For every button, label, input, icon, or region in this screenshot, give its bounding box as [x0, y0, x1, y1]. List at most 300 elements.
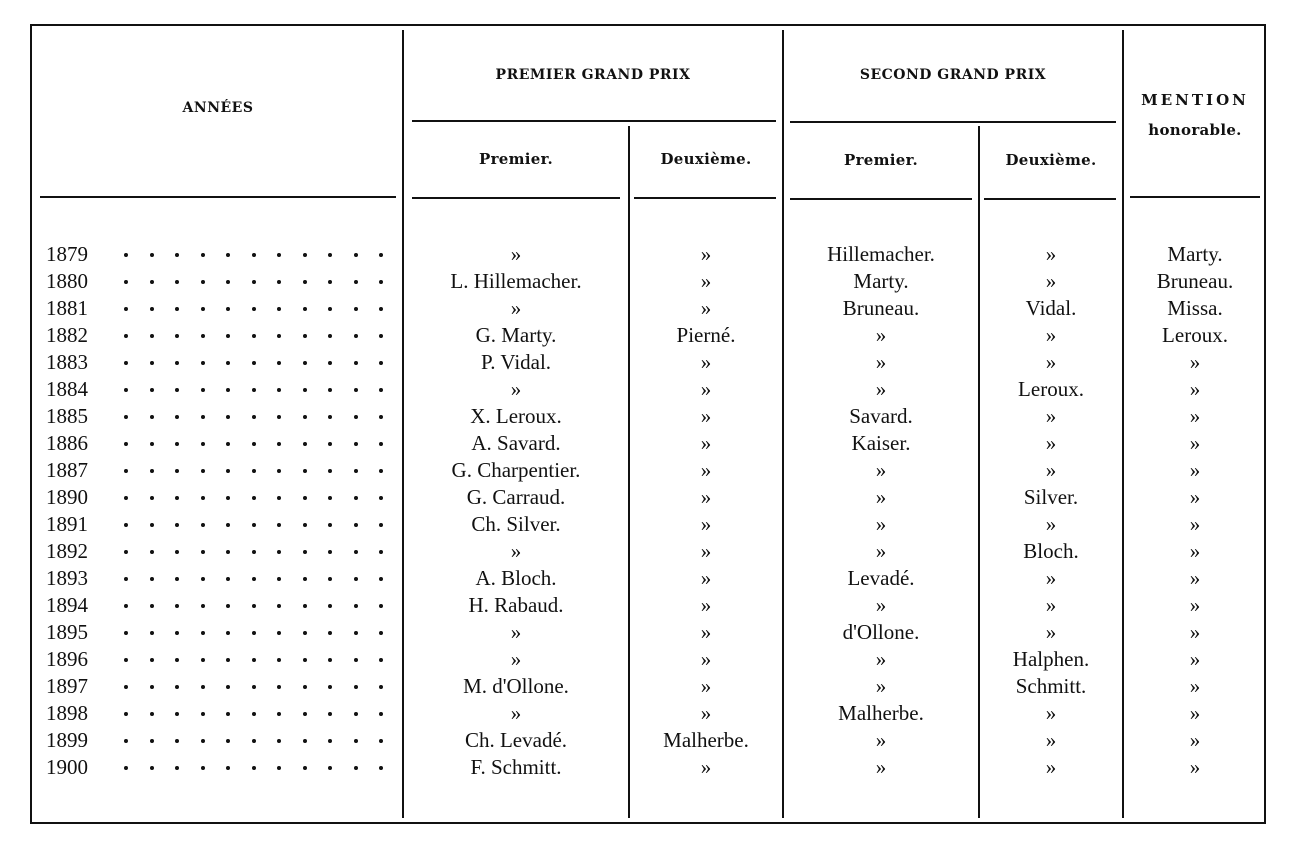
leader-dot: [379, 496, 383, 500]
leader-dot: [379, 577, 383, 581]
table-body: [0, 241, 1300, 781]
sgp-deuxieme-cell: »: [1045, 701, 1057, 725]
leader-dot: [226, 712, 230, 716]
pgp-deuxieme-cell: »: [700, 377, 712, 401]
leader-dot: [328, 766, 332, 770]
leader-dot: [201, 550, 205, 554]
year-cell: 1879: [46, 242, 88, 266]
leader-dot: [150, 577, 154, 581]
leader-dot: [354, 388, 358, 392]
leader-dot: [303, 685, 307, 689]
leader-dot: [201, 469, 205, 473]
sgp-premier-cell: »: [875, 728, 887, 752]
leader-dot: [226, 388, 230, 392]
leader-dot: [124, 685, 128, 689]
leader-dot: [303, 334, 307, 338]
leader-dot: [201, 685, 205, 689]
leader-dot: [252, 253, 256, 257]
leader-dot: [150, 253, 154, 257]
table-row: [0, 376, 1300, 403]
leader-dots: [114, 565, 399, 592]
leader-dot: [354, 334, 358, 338]
leader-dot: [201, 388, 205, 392]
leader-dot: [201, 334, 205, 338]
year-cell: 1881: [46, 296, 88, 320]
leader-dot: [201, 523, 205, 527]
leader-dot: [226, 307, 230, 311]
leader-dot: [150, 604, 154, 608]
leader-dot: [277, 577, 281, 581]
leader-dot: [277, 550, 281, 554]
leader-dot: [252, 280, 256, 284]
year-cell: 1898: [46, 701, 88, 725]
pgp-premier-cell: A. Bloch.: [475, 566, 557, 590]
leader-dot: [201, 415, 205, 419]
pgp-deuxieme-cell: »: [700, 242, 712, 266]
leader-dot: [252, 415, 256, 419]
leader-dot: [124, 253, 128, 257]
leader-dot: [328, 739, 332, 743]
pgp-premier-cell: »: [510, 242, 522, 266]
pgp-premier-cell: »: [510, 620, 522, 644]
leader-dot: [124, 307, 128, 311]
leader-dot: [277, 415, 281, 419]
table-row: [0, 403, 1300, 430]
leader-dot: [328, 334, 332, 338]
leader-dot: [277, 280, 281, 284]
sgp-deuxieme-cell: »: [1045, 269, 1057, 293]
leader-dot: [175, 577, 179, 581]
table-row: [0, 592, 1300, 619]
pgp-deuxieme-cell: »: [700, 755, 712, 779]
group-header-rule: [790, 121, 1116, 123]
leader-dot: [150, 739, 154, 743]
pgp-deuxieme-cell: »: [700, 458, 712, 482]
leader-dot: [252, 388, 256, 392]
leader-dot: [354, 523, 358, 527]
leader-dot: [277, 766, 281, 770]
table-row: [0, 511, 1300, 538]
leader-dot: [150, 631, 154, 635]
leader-dot: [150, 388, 154, 392]
year-cell: 1885: [46, 404, 88, 428]
leader-dot: [150, 685, 154, 689]
sgp-premier-cell: d'Ollone.: [842, 620, 920, 644]
leader-dots: [114, 673, 399, 700]
leader-dot: [201, 442, 205, 446]
leader-dot: [252, 577, 256, 581]
sgp-premier-cell: »: [875, 674, 887, 698]
pgp-premier-cell: X. Leroux.: [470, 404, 562, 428]
header-annees: ANNÉES: [182, 100, 254, 116]
leader-dots: [114, 592, 399, 619]
leader-dot: [277, 685, 281, 689]
leader-dot: [303, 388, 307, 392]
table-row: [0, 754, 1300, 781]
leader-dot: [175, 307, 179, 311]
leader-dot: [175, 766, 179, 770]
leader-dot: [150, 442, 154, 446]
mention-cell: »: [1189, 404, 1201, 428]
leader-dot: [252, 766, 256, 770]
pgp-deuxieme-cell: »: [700, 674, 712, 698]
leader-dot: [328, 685, 332, 689]
leader-dot: [303, 658, 307, 662]
leader-dot: [201, 280, 205, 284]
year-cell: 1886: [46, 431, 88, 455]
mention-cell: »: [1189, 728, 1201, 752]
leader-dot: [379, 739, 383, 743]
year-cell: 1895: [46, 620, 88, 644]
leader-dot: [328, 415, 332, 419]
mention-cell: »: [1189, 539, 1201, 563]
leader-dot: [150, 523, 154, 527]
leader-dots: [114, 754, 399, 781]
pgp-premier-cell: G. Marty.: [475, 323, 557, 347]
leader-dot: [201, 604, 205, 608]
mention-cell: »: [1189, 674, 1201, 698]
leader-dot: [379, 334, 383, 338]
pgp-premier-cell: »: [510, 539, 522, 563]
leader-dot: [354, 469, 358, 473]
table-row: [0, 646, 1300, 673]
subheader-sgp-deuxieme: Deuxième.: [1005, 151, 1097, 169]
pgp-premier-cell: »: [510, 296, 522, 320]
leader-dot: [175, 280, 179, 284]
leader-dot: [124, 766, 128, 770]
leader-dot: [379, 712, 383, 716]
sgp-deuxieme-cell: »: [1045, 458, 1057, 482]
leader-dot: [328, 658, 332, 662]
leader-dot: [354, 577, 358, 581]
table-row: [0, 457, 1300, 484]
leader-dot: [175, 523, 179, 527]
table-row: [0, 484, 1300, 511]
leader-dot: [379, 658, 383, 662]
year-cell: 1883: [46, 350, 88, 374]
leader-dot: [354, 307, 358, 311]
sgp-premier-cell: Marty.: [853, 269, 909, 293]
leader-dots: [114, 538, 399, 565]
leader-dots: [114, 727, 399, 754]
sgp-premier-cell: »: [875, 458, 887, 482]
leader-dot: [124, 388, 128, 392]
leader-dot: [124, 577, 128, 581]
leader-dot: [379, 550, 383, 554]
header-mention: MENTION: [1141, 91, 1249, 109]
leader-dot: [328, 550, 332, 554]
leader-dot: [277, 739, 281, 743]
leader-dot: [124, 334, 128, 338]
sgp-deuxieme-cell: Halphen.: [1012, 647, 1090, 671]
leader-dot: [277, 469, 281, 473]
pgp-premier-cell: G. Charpentier.: [451, 458, 581, 482]
leader-dots: [114, 268, 399, 295]
header-bottom-rule: [634, 197, 776, 199]
leader-dot: [124, 496, 128, 500]
header-bottom-rule: [984, 198, 1116, 200]
leader-dot: [303, 442, 307, 446]
pgp-deuxieme-cell: »: [700, 701, 712, 725]
leader-dot: [175, 388, 179, 392]
pgp-premier-cell: P. Vidal.: [480, 350, 552, 374]
leader-dot: [175, 496, 179, 500]
sgp-deuxieme-cell: Silver.: [1023, 485, 1079, 509]
leader-dot: [226, 469, 230, 473]
sgp-premier-cell: »: [875, 539, 887, 563]
year-cell: 1897: [46, 674, 88, 698]
mention-cell: »: [1189, 755, 1201, 779]
leader-dot: [175, 739, 179, 743]
leader-dots: [114, 484, 399, 511]
year-cell: 1896: [46, 647, 88, 671]
leader-dot: [303, 631, 307, 635]
leader-dot: [124, 604, 128, 608]
leader-dot: [328, 523, 332, 527]
header-bottom-rule: [1130, 196, 1260, 198]
leader-dot: [354, 631, 358, 635]
leader-dot: [201, 307, 205, 311]
leader-dot: [226, 631, 230, 635]
leader-dot: [201, 712, 205, 716]
pgp-deuxieme-cell: Pierné.: [676, 323, 736, 347]
pgp-premier-cell: G. Carraud.: [466, 485, 566, 509]
leader-dot: [379, 415, 383, 419]
table-row: [0, 295, 1300, 322]
subheader-sgp-premier: Premier.: [844, 151, 918, 169]
leader-dot: [226, 766, 230, 770]
leader-dot: [277, 496, 281, 500]
sgp-deuxieme-cell: »: [1045, 431, 1057, 455]
sgp-premier-cell: Savard.: [849, 404, 913, 428]
leader-dot: [379, 442, 383, 446]
pgp-deuxieme-cell: Malherbe.: [663, 728, 749, 752]
leader-dot: [150, 496, 154, 500]
leader-dot: [277, 253, 281, 257]
leader-dot: [175, 361, 179, 365]
table-row: [0, 673, 1300, 700]
sgp-deuxieme-cell: »: [1045, 323, 1057, 347]
year-cell: 1890: [46, 485, 88, 509]
leader-dot: [303, 577, 307, 581]
sgp-deuxieme-cell: Leroux.: [1018, 377, 1084, 401]
sgp-deuxieme-cell: »: [1045, 593, 1057, 617]
year-cell: 1884: [46, 377, 88, 401]
leader-dot: [252, 550, 256, 554]
leader-dots: [114, 457, 399, 484]
leader-dot: [277, 604, 281, 608]
leader-dot: [379, 361, 383, 365]
mention-cell: »: [1189, 485, 1201, 509]
pgp-premier-cell: L. Hillemacher.: [450, 269, 582, 293]
leader-dot: [175, 334, 179, 338]
leader-dot: [175, 415, 179, 419]
leader-dot: [226, 550, 230, 554]
table-row: [0, 727, 1300, 754]
mention-cell: Leroux.: [1162, 323, 1228, 347]
pgp-deuxieme-cell: »: [700, 350, 712, 374]
leader-dot: [379, 631, 383, 635]
leader-dot: [124, 280, 128, 284]
leader-dot: [252, 712, 256, 716]
leader-dot: [252, 442, 256, 446]
leader-dot: [354, 766, 358, 770]
leader-dot: [201, 361, 205, 365]
pgp-premier-cell: M. d'Ollone.: [463, 674, 569, 698]
leader-dot: [277, 712, 281, 716]
pgp-deuxieme-cell: »: [700, 539, 712, 563]
leader-dot: [252, 604, 256, 608]
table-row: [0, 565, 1300, 592]
leader-dot: [328, 604, 332, 608]
leader-dot: [303, 415, 307, 419]
leader-dots: [114, 376, 399, 403]
header-premier-grand-prix: PREMIER GRAND PRIX: [495, 67, 691, 83]
table-row: [0, 349, 1300, 376]
subheader-pgp-premier: Premier.: [479, 150, 553, 168]
mention-cell: »: [1189, 620, 1201, 644]
leader-dot: [252, 496, 256, 500]
leader-dot: [328, 577, 332, 581]
sgp-deuxieme-cell: »: [1045, 755, 1057, 779]
leader-dots: [114, 403, 399, 430]
leader-dot: [354, 361, 358, 365]
leader-dots: [114, 511, 399, 538]
leader-dot: [354, 253, 358, 257]
table-row: [0, 322, 1300, 349]
leader-dot: [303, 361, 307, 365]
pgp-deuxieme-cell: »: [700, 485, 712, 509]
leader-dot: [354, 604, 358, 608]
leader-dot: [354, 280, 358, 284]
pgp-deuxieme-cell: »: [700, 431, 712, 455]
leader-dot: [226, 577, 230, 581]
pgp-deuxieme-cell: »: [700, 296, 712, 320]
leader-dot: [124, 523, 128, 527]
year-cell: 1891: [46, 512, 88, 536]
leader-dot: [252, 469, 256, 473]
leader-dot: [354, 550, 358, 554]
table-row: [0, 538, 1300, 565]
leader-dot: [226, 280, 230, 284]
leader-dot: [252, 631, 256, 635]
leader-dot: [277, 388, 281, 392]
leader-dot: [201, 253, 205, 257]
sgp-deuxieme-cell: »: [1045, 512, 1057, 536]
leader-dot: [175, 631, 179, 635]
leader-dot: [226, 496, 230, 500]
pgp-deuxieme-cell: »: [700, 647, 712, 671]
leader-dot: [201, 739, 205, 743]
leader-dot: [226, 253, 230, 257]
leader-dot: [175, 658, 179, 662]
subheader-pgp-deuxieme: Deuxième.: [660, 150, 752, 168]
leader-dot: [252, 658, 256, 662]
group-header-rule: [412, 120, 776, 122]
leader-dot: [303, 523, 307, 527]
header-bottom-rule: [790, 198, 972, 200]
pgp-premier-cell: F. Schmitt.: [470, 755, 562, 779]
leader-dot: [175, 685, 179, 689]
leader-dot: [303, 604, 307, 608]
sgp-deuxieme-cell: »: [1045, 566, 1057, 590]
table-row: [0, 241, 1300, 268]
table-row: [0, 619, 1300, 646]
sgp-deuxieme-cell: »: [1045, 620, 1057, 644]
mention-cell: »: [1189, 701, 1201, 725]
mention-cell: »: [1189, 350, 1201, 374]
header-mention-honorable: honorable.: [1148, 121, 1242, 139]
sgp-deuxieme-cell: »: [1045, 728, 1057, 752]
pgp-deuxieme-cell: »: [700, 404, 712, 428]
leader-dot: [201, 496, 205, 500]
pgp-premier-cell: A. Savard.: [471, 431, 561, 455]
mention-cell: »: [1189, 431, 1201, 455]
pgp-deuxieme-cell: »: [700, 566, 712, 590]
year-cell: 1892: [46, 539, 88, 563]
sgp-premier-cell: »: [875, 377, 887, 401]
leader-dot: [379, 307, 383, 311]
leader-dot: [303, 496, 307, 500]
leader-dot: [303, 280, 307, 284]
leader-dots: [114, 295, 399, 322]
mention-cell: Missa.: [1167, 296, 1223, 320]
header-bottom-rule: [412, 197, 620, 199]
leader-dots: [114, 349, 399, 376]
mention-cell: »: [1189, 593, 1201, 617]
leader-dots: [114, 241, 399, 268]
leader-dot: [124, 442, 128, 446]
sgp-deuxieme-cell: »: [1045, 242, 1057, 266]
leader-dot: [201, 631, 205, 635]
leader-dot: [150, 469, 154, 473]
year-cell: 1880: [46, 269, 88, 293]
leader-dot: [175, 712, 179, 716]
leader-dot: [379, 469, 383, 473]
leader-dot: [328, 388, 332, 392]
mention-cell: »: [1189, 377, 1201, 401]
sgp-premier-cell: Levadé.: [847, 566, 915, 590]
leader-dot: [303, 739, 307, 743]
leader-dot: [252, 685, 256, 689]
leader-dot: [379, 388, 383, 392]
sgp-premier-cell: »: [875, 755, 887, 779]
leader-dot: [379, 766, 383, 770]
leader-dot: [379, 253, 383, 257]
leader-dots: [114, 646, 399, 673]
leader-dot: [303, 766, 307, 770]
year-cell: 1887: [46, 458, 88, 482]
leader-dot: [226, 523, 230, 527]
leader-dot: [354, 658, 358, 662]
leader-dot: [328, 280, 332, 284]
leader-dot: [303, 469, 307, 473]
leader-dot: [328, 631, 332, 635]
pgp-premier-cell: Ch. Silver.: [471, 512, 561, 536]
mention-cell: »: [1189, 647, 1201, 671]
mention-cell: »: [1189, 566, 1201, 590]
pgp-deuxieme-cell: »: [700, 593, 712, 617]
pgp-deuxieme-cell: »: [700, 512, 712, 536]
leader-dot: [175, 442, 179, 446]
leader-dot: [124, 631, 128, 635]
mention-cell: Marty.: [1167, 242, 1223, 266]
leader-dot: [226, 658, 230, 662]
leader-dots: [114, 619, 399, 646]
year-cell: 1900: [46, 755, 88, 779]
leader-dot: [226, 334, 230, 338]
leader-dot: [277, 442, 281, 446]
